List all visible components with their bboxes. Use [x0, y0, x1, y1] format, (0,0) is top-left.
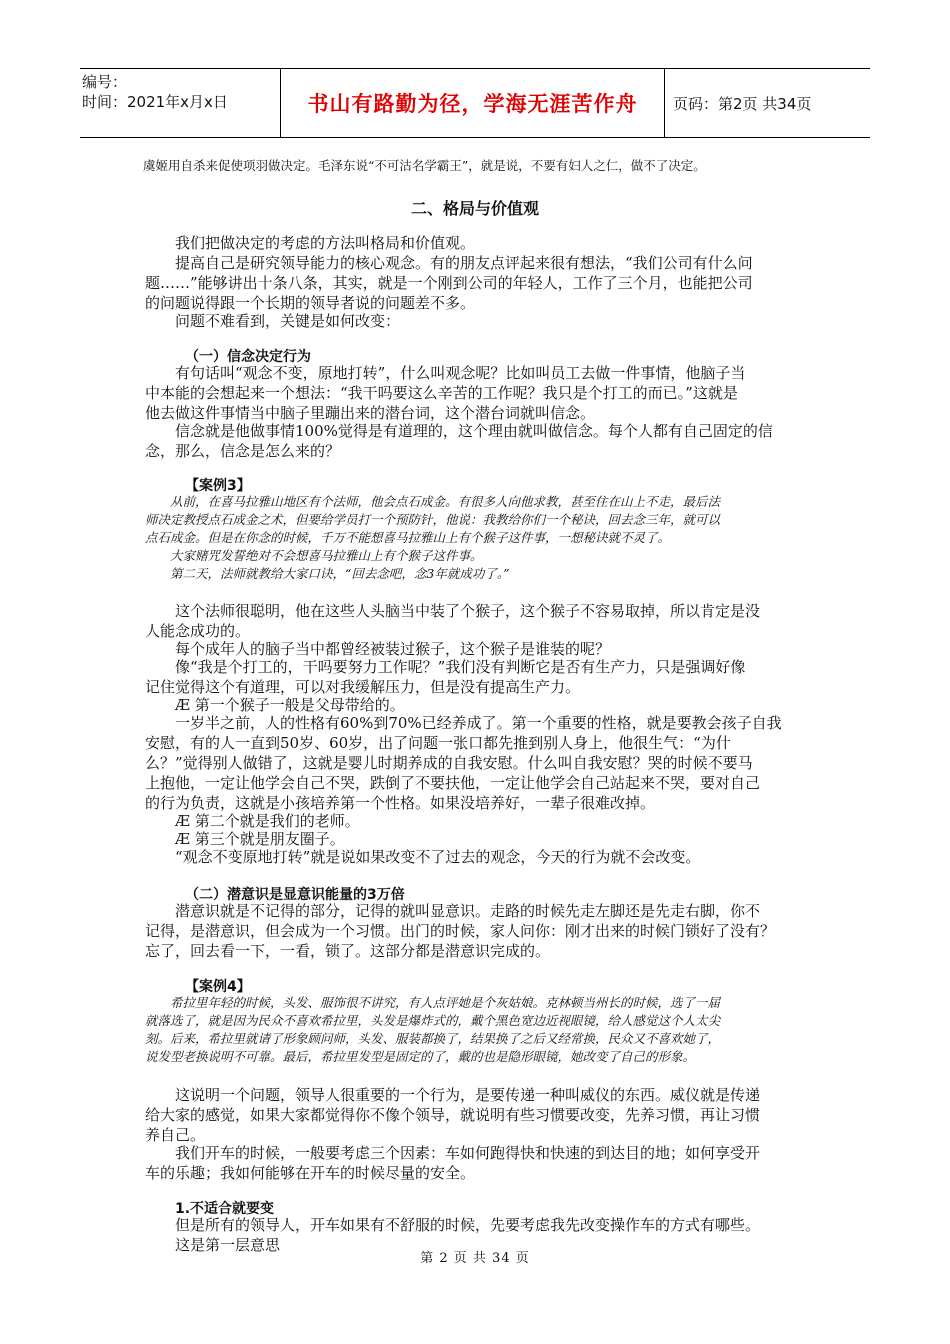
paragraph-line: 虞姬用自杀来促使项羽做决定。毛泽东说“不可沽名学霸王”，就是说，不要有妇人之仁，做不了决定。 [143, 158, 706, 173]
case-line: 从前，在喜马拉雅山地区有个法师，他会点石成金。有很多人向他求教，甚至住在山上不走，最后法 [170, 494, 721, 509]
section-title: 二、格局与价值观 [410, 199, 539, 218]
case-line: 说发型老换说明不可靠。最后，希拉里发型是固定的了，戴的也是隐形眼镜，她改变了自己的形象。 [145, 1049, 696, 1064]
paragraph-line: 题……”能够讲出十条八条，其实，就是一个刚到公司的年轻人，工作了三个月，也能把公司 [145, 274, 753, 292]
header-motto-cell [281, 69, 665, 137]
paragraph-line: 忘了，回去看一下，一看，锁了。这部分都是潜意识完成的。 [145, 942, 551, 960]
paragraph-line: 这说明一个问题，领导人很重要的一个行为，是要传递一种叫威仪的东西。威仪就是传递 [175, 1086, 761, 1104]
case-line: 大家赌咒发誓绝对不会想喜马拉雅山上有个猴子这件事。 [170, 548, 483, 563]
paragraph-line: 这个法师很聪明，他在这些人头脑当中装了个猴子，这个猴子不容易取掉，所以肯定是没 [175, 602, 761, 620]
paragraph-line: 有句话叫“观念不变，原地打转”，什么叫观念呢？比如叫员工去做一件事情，他脑子当 [175, 364, 746, 382]
paragraph-line: 我们把做决定的考虑的方法叫格局和价值观。 [175, 234, 476, 252]
paragraph-line: 的行为负责，这就是小孩培养第一个性格。如果没培养好，一辈子很难改掉。 [145, 794, 656, 812]
header-table [80, 68, 870, 138]
paragraph-line: 他去做这件事情当中脑子里蹦出来的潜台词，这个潜台词就叫信念。 [145, 404, 596, 422]
paragraph-line: 念，那么，信念是怎么来的？ [145, 442, 341, 460]
paragraph-line: 我们开车的时候，一般要考虑三个因素：车如何跑得快和快速的到达目的地；如何享受开 [175, 1144, 761, 1162]
paragraph-line: 像“我是个打工的，干吗要努力工作呢？”我们没有判断它是否有生产力，只是强调好像 [175, 658, 746, 676]
paragraph-line: 但是所有的领导人，开车如果有不舒服的时候，先要考虑我先改变操作车的方式有哪些。 [175, 1216, 761, 1234]
paragraph-line: 车的乐趣；我如何能够在开车的时候尽量的安全。 [145, 1164, 476, 1182]
header-info-cell [80, 69, 281, 137]
case-label: 【案例4】 [185, 979, 251, 995]
case-line: 点石成金。但是在你念的时候，千万不能想喜马拉雅山上有个猴子这件事，一想秘诀就不灵了。 [145, 530, 671, 545]
bullet-line: Æ 第三个就是朋友圈子。 [175, 830, 345, 848]
case-line: 第二天，法师就教给大家口诀，“回去念吧，念3年就成功了。” [170, 566, 510, 581]
paragraph-line: 人能念成功的。 [145, 622, 251, 640]
case-line: 就落选了，就是因为民众不喜欢希拉里，头发是爆炸式的，戴个黑色宽边近视眼镜，给人感觉这个人太尖 [145, 1013, 721, 1028]
bullet-line: Æ 第一个猴子一般是父母带给的。 [175, 696, 405, 714]
paragraph-line: 一岁半之前，人的性格有60%到70%已经养成了。第一个重要的性格，就是要教会孩子自我 [175, 714, 782, 732]
case-line: 希拉里年轻的时候，头发、服饰很不讲究，有人点评她是个灰姑娘。克林顿当州长的时候，选了一届 [170, 995, 721, 1010]
number-label: 编号： [82, 73, 128, 91]
motto: 书山有路勤为径，学海无涯苦作舟 [307, 92, 638, 116]
paragraph-line: 么？”觉得别人做错了，这就是婴儿时期养成的自我安慰。什么叫自我安慰？哭的时候不要马 [145, 754, 753, 772]
case-label: 【案例3】 [185, 478, 251, 494]
case-line: 师决定教授点石成金之术，但要给学员打一个预防针，他说：我教给你们一个秘诀，回去念三年，就可以 [145, 512, 721, 527]
paragraph-line: 提高自己是研究领导能力的核心观念。有的朋友点评起来很有想法，“我们公司有什么问 [175, 254, 753, 272]
paragraph-line: 潜意识就是不记得的部分，记得的就叫显意识。走路的时候先走左脚还是先走右脚，你不 [175, 902, 761, 920]
paragraph-line: 记住觉得这个有道理，可以对我缓解压力，但是没有提高生产力。 [145, 678, 581, 696]
page-footer: 第 2 页 共 34 页 [420, 1251, 530, 1266]
subsection-title: （一）信念决定行为 [185, 349, 311, 365]
bullet-line: Æ 第二个就是我们的老师。 [175, 812, 360, 830]
subsection-title: 1.不适合就要变 [175, 1201, 275, 1217]
paragraph-line: 给大家的感觉，如果大家都觉得你不像个领导，就说明有些习惯要改变，先养习惯，再让习惯 [145, 1106, 761, 1124]
date-label: 时间：2021年x月x日 [82, 93, 228, 111]
paragraph-line: 中本能的会想起来一个想法：“我干吗要这么辛苦的工作呢？我只是个打工的而已。”这就是 [145, 384, 738, 402]
paragraph-line: 这是第一层意思 [175, 1236, 281, 1254]
paragraph-line: “观念不变原地打转”就是说如果改变不了过去的观念，今天的行为就不会改变。 [175, 848, 701, 866]
paragraph-line: 信念就是他做事情100%觉得是有道理的，这个理由就叫做信念。每个人都有自己固定的信 [175, 422, 773, 440]
paragraph-line: 安慰，有的人一直到50岁、60岁，出了问题一张口都先推到别人身上，他很生气：“为什 [145, 734, 731, 752]
paragraph-line: 问题不难看到，关键是如何改变： [175, 312, 401, 330]
paragraph-line: 养自己。 [145, 1126, 206, 1144]
page-code: 页码：第2页 共34页 [673, 94, 812, 113]
subsection-title: （二）潜意识是显意识能量的3万倍 [185, 887, 405, 903]
paragraph-line: 上抱他，一定让他学会自己不哭，跌倒了不要扶他，一定让他学会自己站起来不哭，要对自己 [145, 774, 761, 792]
paragraph-line: 的问题说得跟一个长期的领导者说的问题差不多。 [145, 294, 476, 312]
paragraph-line: 记得，是潜意识，但会成为一个习惯。出门的时候，家人问你：刚才出来的时候门锁好了没有？ [145, 922, 776, 940]
paragraph-line: 每个成年人的脑子当中都曾经被装过猴子，这个猴子是谁装的呢？ [175, 640, 611, 658]
case-line: 刻。后来，希拉里就请了形象顾问师，头发、服装都换了，结果换了之后又经常换，民众又不喜欢她了， [145, 1031, 721, 1046]
header-page-cell [665, 69, 870, 137]
